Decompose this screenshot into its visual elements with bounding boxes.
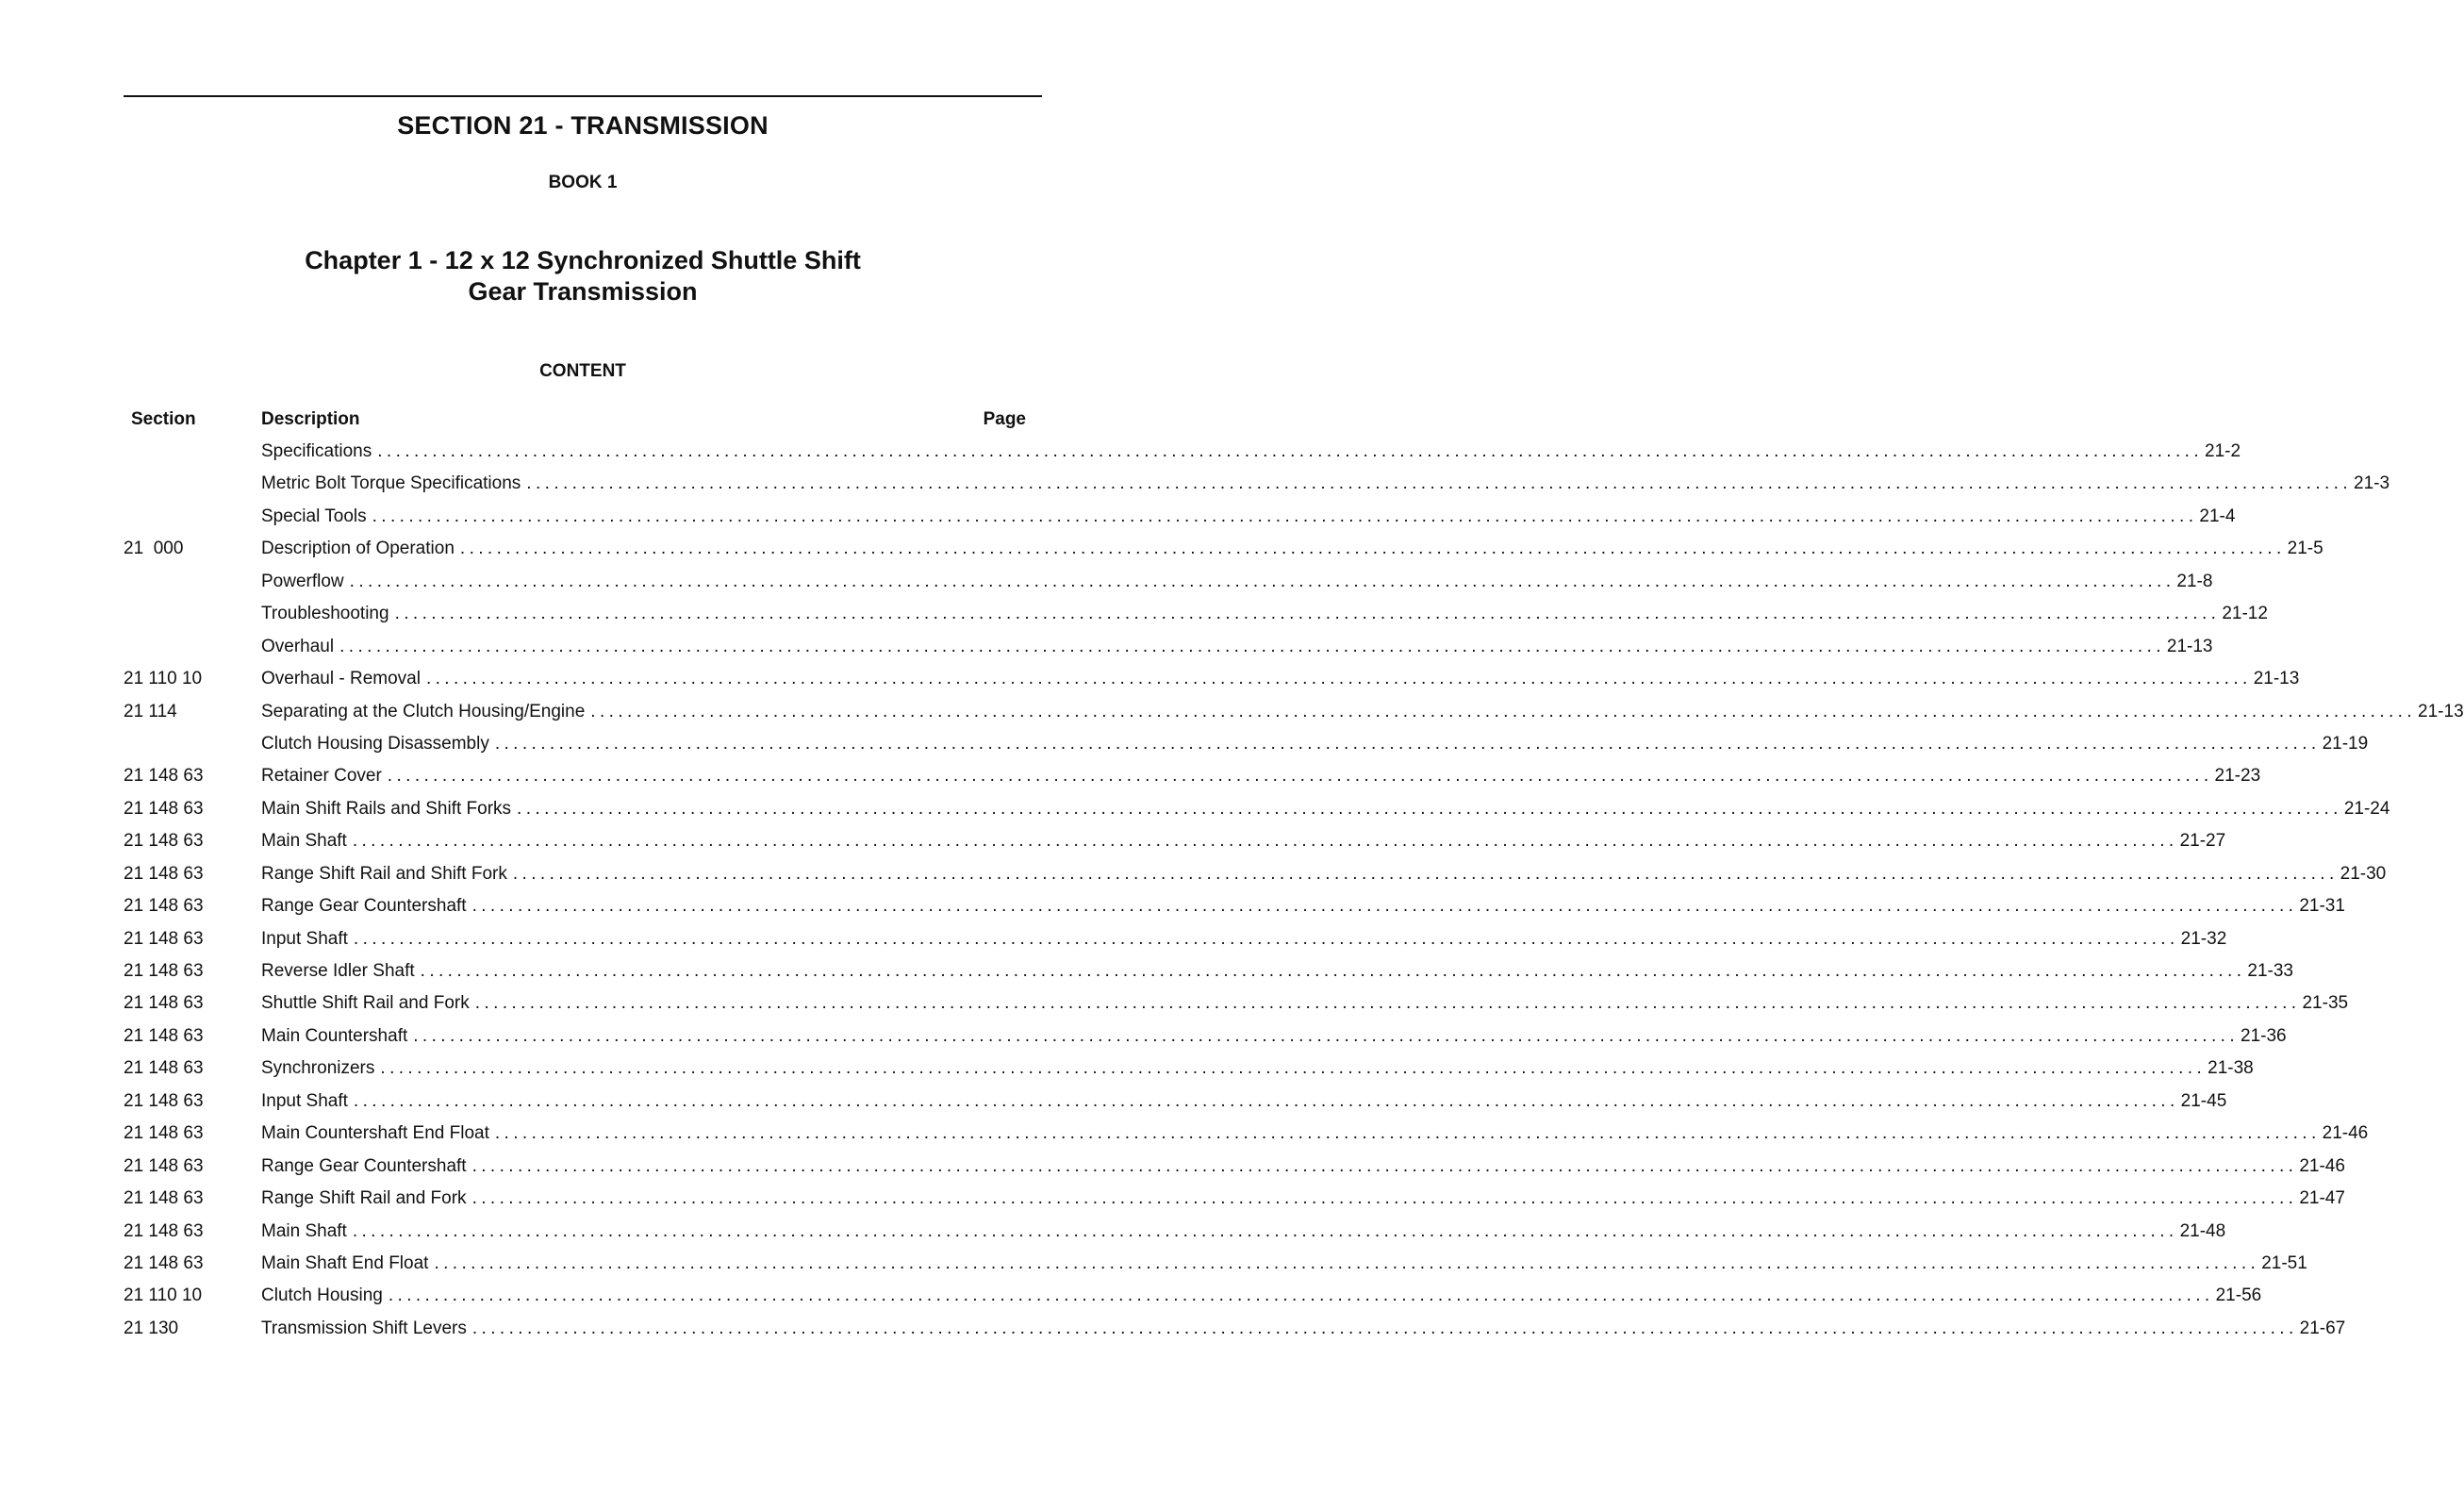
toc-dot-leader: ........................................................................................................................................................................................................ bbox=[387, 766, 2213, 787]
toc-description: Overhaul - Removal bbox=[261, 669, 421, 689]
section-title: SECTION 21 - TRANSMISSION bbox=[397, 111, 769, 140]
toc-entry-line bbox=[261, 604, 2268, 624]
toc-description: Input Shaft bbox=[261, 1090, 348, 1111]
toc-section-number: 21 148 63 bbox=[124, 831, 204, 852]
toc-entry[interactable] bbox=[124, 733, 2369, 766]
toc-page-number: 21-47 bbox=[2299, 1188, 2345, 1209]
toc-entry-line bbox=[261, 831, 2226, 852]
toc-entry[interactable] bbox=[124, 1123, 2369, 1155]
toc-entry-line bbox=[261, 1318, 2346, 1339]
toc-description: Troubleshooting bbox=[261, 604, 389, 624]
toc-entry-line bbox=[261, 766, 2261, 787]
toc-entry-line bbox=[261, 539, 2323, 559]
toc-section-number: 21 148 63 bbox=[124, 928, 204, 949]
toc-entry-line bbox=[261, 571, 2213, 592]
toc-section-number: 21 148 63 bbox=[124, 1058, 204, 1079]
toc-entry[interactable] bbox=[124, 441, 2241, 473]
toc-section-number: 21 130 bbox=[124, 1318, 179, 1338]
toc-entry[interactable] bbox=[124, 928, 2227, 961]
toc-section-number: 21 148 63 bbox=[124, 863, 204, 884]
toc-entry[interactable] bbox=[124, 993, 2349, 1025]
toc-entry-line bbox=[261, 1285, 2262, 1306]
toc-entry-line bbox=[261, 441, 2241, 462]
toc-page-number: 21-56 bbox=[2215, 1285, 2262, 1306]
toc-page-number: 21-36 bbox=[2241, 1025, 2287, 1046]
toc-entry-line bbox=[261, 863, 2387, 885]
toc-page-number: 21-24 bbox=[2343, 798, 2390, 819]
toc-entry-line bbox=[261, 1025, 2287, 1047]
toc-description: Overhaul bbox=[261, 636, 335, 656]
toc-page-number: 21-45 bbox=[2180, 1090, 2227, 1111]
toc-dot-leader: ........................................................................................................................................................................................................ bbox=[353, 928, 2179, 949]
toc-entry[interactable] bbox=[124, 1090, 2227, 1123]
description-column-header: Description bbox=[261, 409, 360, 429]
toc-page-number: 21-12 bbox=[2222, 604, 2268, 624]
toc-section-number: 21 148 63 bbox=[124, 896, 204, 917]
toc-entry-line bbox=[261, 636, 2213, 657]
toc-entry[interactable] bbox=[124, 1058, 2254, 1090]
toc-section-number: 21 148 63 bbox=[124, 993, 204, 1014]
toc-entry[interactable] bbox=[124, 1318, 2346, 1351]
toc-description: Metric Bolt Torque Specifications bbox=[261, 473, 521, 494]
toc-entry[interactable] bbox=[124, 1155, 2345, 1188]
toc-dot-leader: ........................................................................................................................................................................................................ bbox=[471, 1318, 2298, 1338]
toc-section-number: 21 110 10 bbox=[124, 669, 203, 689]
section-column-header: Section bbox=[131, 409, 196, 429]
toc-page-number: 21-32 bbox=[2180, 928, 2227, 949]
toc-entry-line bbox=[261, 961, 2294, 982]
toc-description: Special Tools bbox=[261, 506, 367, 526]
toc-entry[interactable] bbox=[124, 961, 2294, 993]
toc-dot-leader: ........................................................................................................................................................................................................ bbox=[517, 798, 2342, 819]
toc-description: Powerflow bbox=[261, 571, 344, 591]
toc-dot-leader: ........................................................................................................................................................................................................ bbox=[459, 539, 2286, 559]
toc-entry[interactable] bbox=[124, 604, 2268, 636]
toc-dot-leader: ........................................................................................................................................................................................................ bbox=[377, 441, 2203, 461]
toc-section-number: 21 148 63 bbox=[124, 1252, 204, 1273]
toc-entry-line bbox=[261, 798, 2390, 820]
toc-entry-line bbox=[261, 896, 2345, 917]
toc-section-number: 21 148 63 bbox=[124, 1188, 204, 1209]
toc-dot-leader: ........................................................................................................................................................................................................ bbox=[372, 506, 2198, 526]
toc-entry-line bbox=[261, 1220, 2226, 1242]
table-of-contents bbox=[124, 441, 2464, 1351]
toc-page-number: 21-46 bbox=[2322, 1123, 2369, 1144]
toc-dot-leader: ........................................................................................................................................................................................................ bbox=[494, 1123, 2321, 1144]
toc-description: Range Shift Rail and Shift Fork bbox=[261, 863, 507, 884]
toc-page-number: 21-3 bbox=[2354, 473, 2390, 494]
toc-page-number: 21-5 bbox=[2287, 539, 2323, 559]
toc-dot-leader: ........................................................................................................................................................................................................ bbox=[526, 473, 2353, 494]
toc-page-number: 21-13 bbox=[2166, 636, 2213, 656]
toc-entry-line bbox=[261, 506, 2236, 527]
toc-entry[interactable] bbox=[124, 506, 2236, 539]
toc-section-number: 21 148 63 bbox=[124, 1123, 204, 1144]
chapter-title-line-2: Gear Transmission bbox=[468, 277, 698, 306]
toc-description: Transmission Shift Levers bbox=[261, 1318, 467, 1338]
toc-entry[interactable] bbox=[124, 1252, 2307, 1285]
toc-section-number: 21 148 63 bbox=[124, 798, 204, 819]
toc-description: Synchronizers bbox=[261, 1058, 375, 1079]
toc-entry[interactable] bbox=[124, 636, 2213, 669]
toc-entry-line bbox=[261, 1188, 2345, 1209]
toc-section-number: 21 148 63 bbox=[124, 766, 204, 787]
toc-section-number: 21 148 63 bbox=[124, 1220, 204, 1241]
toc-entry[interactable] bbox=[124, 798, 2390, 831]
book-label: BOOK 1 bbox=[548, 173, 618, 192]
toc-entry-line bbox=[261, 733, 2369, 754]
toc-entry-line bbox=[261, 701, 2464, 722]
toc-page-number: 21-38 bbox=[2208, 1058, 2254, 1079]
top-rule bbox=[124, 95, 1042, 97]
toc-dot-leader: ........................................................................................................................................................................................................ bbox=[349, 571, 2175, 591]
toc-entry[interactable] bbox=[124, 896, 2345, 928]
toc-description: Clutch Housing bbox=[261, 1285, 383, 1306]
toc-dot-leader: ........................................................................................................................................................................................................ bbox=[352, 1220, 2178, 1241]
toc-section-number: 21 110 10 bbox=[124, 1285, 203, 1306]
toc-dot-leader: ........................................................................................................................................................................................................ bbox=[494, 733, 2321, 754]
toc-page-number: 21-13 bbox=[2418, 701, 2464, 721]
toc-entry[interactable] bbox=[124, 1025, 2287, 1058]
toc-description: Specifications bbox=[261, 441, 372, 461]
toc-description: Range Shift Rail and Fork bbox=[261, 1188, 467, 1209]
toc-description: Main Shift Rails and Shift Forks bbox=[261, 798, 512, 819]
toc-description: Clutch Housing Disassembly bbox=[261, 733, 489, 754]
toc-page-number: 21-19 bbox=[2322, 733, 2369, 754]
toc-section-number: 21 148 63 bbox=[124, 1025, 204, 1046]
toc-entry-line bbox=[261, 1123, 2369, 1144]
toc-description: Input Shaft bbox=[261, 928, 348, 949]
toc-dot-leader: ........................................................................................................................................................................................................ bbox=[353, 1090, 2179, 1111]
toc-entry[interactable] bbox=[124, 539, 2323, 571]
toc-entry-line bbox=[261, 993, 2349, 1014]
page-column-header: Page bbox=[983, 409, 1026, 429]
toc-description: Separating at the Clutch Housing/Engine bbox=[261, 701, 586, 721]
chapter-title bbox=[0, 245, 1166, 307]
toc-page-number: 21-51 bbox=[2261, 1252, 2307, 1273]
toc-dot-leader: ........................................................................................................................................................................................................ bbox=[434, 1252, 2260, 1273]
toc-description: Description of Operation bbox=[261, 539, 455, 559]
toc-description: Shuttle Shift Rail and Fork bbox=[261, 993, 470, 1014]
toc-page-number: 21-67 bbox=[2299, 1318, 2346, 1338]
toc-entry[interactable] bbox=[124, 571, 2213, 604]
toc-entry[interactable] bbox=[124, 669, 2300, 701]
toc-dot-leader: ........................................................................................................................................................................................................ bbox=[339, 636, 2165, 656]
toc-section-number: 21 148 63 bbox=[124, 1155, 204, 1176]
toc-description: Reverse Idler Shaft bbox=[261, 961, 415, 981]
toc-dot-leader: ........................................................................................................................................................................................................ bbox=[413, 1025, 2240, 1046]
toc-page-number: 21-35 bbox=[2302, 993, 2349, 1014]
toc-page-number: 21-30 bbox=[2340, 863, 2387, 884]
toc-page-number: 21-23 bbox=[2214, 766, 2261, 787]
toc-entry[interactable] bbox=[124, 1220, 2226, 1253]
toc-entry[interactable] bbox=[124, 701, 2464, 734]
toc-section-number: 21 000 bbox=[124, 539, 184, 559]
toc-dot-leader: ........................................................................................................................................................................................................ bbox=[512, 863, 2339, 884]
chapter-title-line-1: Chapter 1 - 12 x 12 Synchronized Shuttle Shift bbox=[305, 246, 861, 274]
toc-entry-line bbox=[261, 669, 2300, 689]
content-heading: CONTENT bbox=[539, 361, 626, 381]
toc-entry[interactable] bbox=[124, 1285, 2262, 1318]
toc-entry[interactable] bbox=[124, 473, 2390, 506]
toc-dot-leader: ........................................................................................................................................................................................................ bbox=[425, 669, 2252, 689]
toc-entry-line bbox=[261, 1252, 2307, 1274]
toc-dot-leader: ........................................................................................................................................................................................................ bbox=[471, 896, 2298, 917]
toc-entry-line bbox=[261, 928, 2227, 950]
toc-description: Main Shaft bbox=[261, 831, 347, 852]
toc-page-number: 21-4 bbox=[2199, 506, 2236, 526]
toc-description: Main Countershaft End Float bbox=[261, 1123, 489, 1144]
toc-entry-line bbox=[261, 473, 2390, 494]
toc-entry[interactable] bbox=[124, 766, 2261, 798]
toc-section-number: 21 148 63 bbox=[124, 961, 204, 981]
toc-entry-line bbox=[261, 1058, 2254, 1079]
toc-dot-leader: ........................................................................................................................................................................................................ bbox=[394, 604, 2221, 624]
toc-entry-line bbox=[261, 1155, 2345, 1177]
toc-dot-leader: ........................................................................................................................................................................................................ bbox=[352, 831, 2178, 852]
toc-dot-leader: ........................................................................................................................................................................................................ bbox=[388, 1285, 2214, 1306]
toc-section-number: 21 148 63 bbox=[124, 1090, 204, 1111]
toc-page-number: 21-13 bbox=[2253, 669, 2300, 689]
toc-description: Range Gear Countershaft bbox=[261, 896, 467, 917]
toc-dot-leader: ........................................................................................................................................................................................................ bbox=[471, 1155, 2298, 1176]
toc-description: Range Gear Countershaft bbox=[261, 1155, 467, 1176]
toc-section-number: 21 114 bbox=[124, 701, 177, 721]
toc-page-number: 21-46 bbox=[2299, 1155, 2345, 1176]
toc-description: Retainer Cover bbox=[261, 766, 382, 787]
toc-dot-leader: ........................................................................................................................................................................................................ bbox=[474, 993, 2301, 1014]
toc-description: Main Shaft End Float bbox=[261, 1252, 429, 1273]
toc-page-number: 21-8 bbox=[2176, 571, 2213, 591]
toc-description: Main Countershaft bbox=[261, 1025, 408, 1046]
toc-page-number: 21-48 bbox=[2179, 1220, 2226, 1241]
toc-dot-leader: ........................................................................................................................................................................................................ bbox=[380, 1058, 2207, 1079]
toc-entry[interactable] bbox=[124, 831, 2226, 863]
toc-entry[interactable] bbox=[124, 1188, 2345, 1220]
toc-page-number: 21-33 bbox=[2247, 961, 2294, 981]
toc-entry-line bbox=[261, 1090, 2227, 1112]
toc-dot-leader: ........................................................................................................................................................................................................ bbox=[471, 1188, 2298, 1209]
toc-dot-leader: ........................................................................................................................................................................................................ bbox=[590, 701, 2417, 721]
toc-page-number: 21-2 bbox=[2205, 441, 2241, 461]
toc-description: Main Shaft bbox=[261, 1220, 347, 1241]
toc-entry[interactable] bbox=[124, 863, 2387, 896]
toc-page-number: 21-27 bbox=[2179, 831, 2226, 852]
toc-dot-leader: ........................................................................................................................................................................................................ bbox=[420, 961, 2246, 981]
toc-page-number: 21-31 bbox=[2299, 896, 2345, 917]
